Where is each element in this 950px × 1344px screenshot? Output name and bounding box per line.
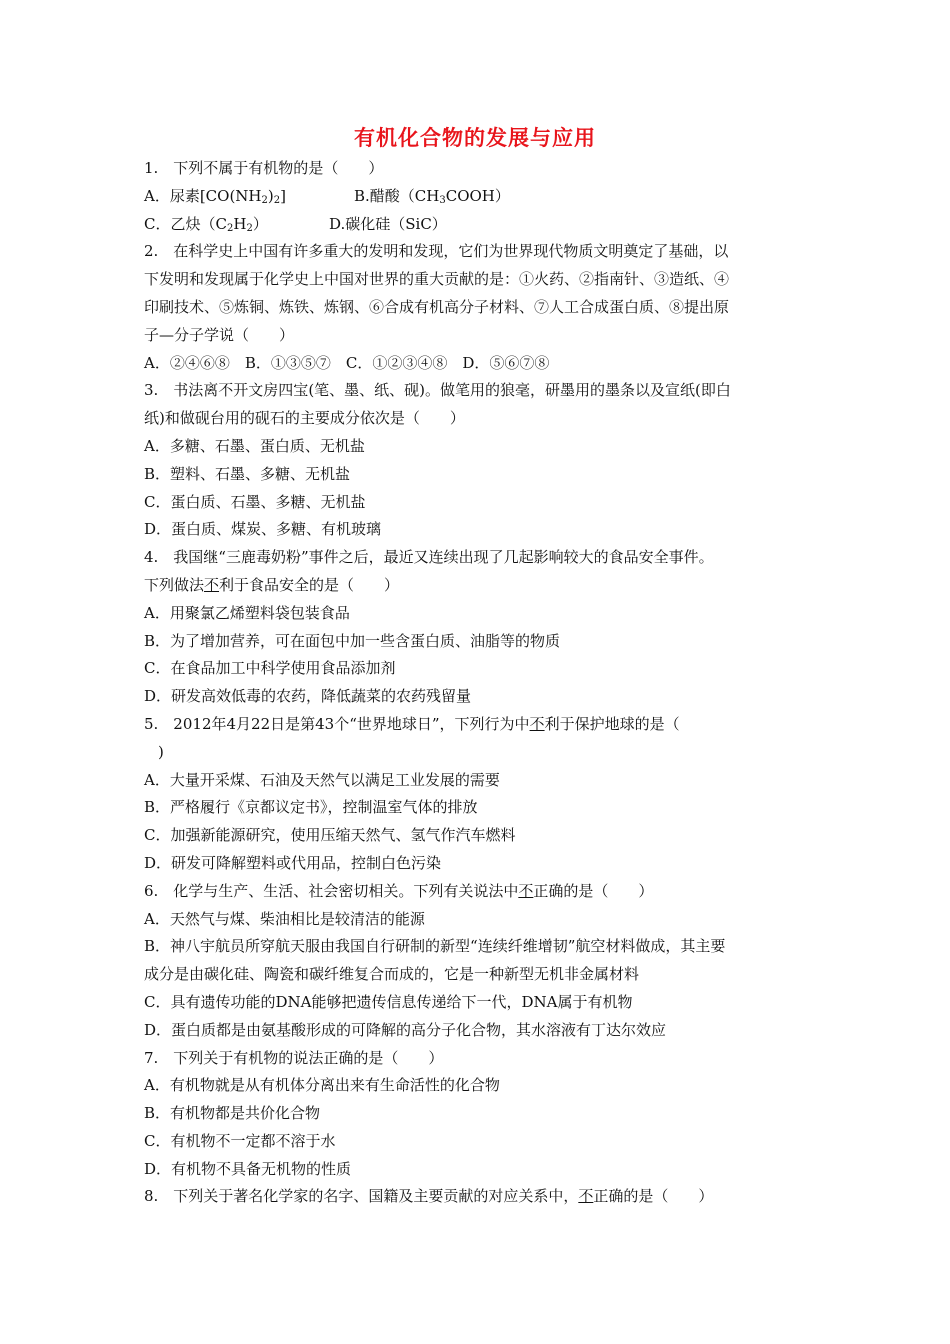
emphasis-underline: 不 xyxy=(518,881,534,900)
question-8-stem: 8. 下列关于著名化学家的名字、国籍及主要贡献的对应关系中，不正确的是（ ） xyxy=(144,1187,714,1206)
option-a: A．天然气与煤、柴油相比是较清洁的能源 xyxy=(144,909,425,928)
question-5-line-1: 5. 2012年4月22日是第43个“世界地球日”，下列行为中不利于保护地球的是（ xyxy=(144,714,680,733)
option-c: C．在食品加工中科学使用食品添加剂 xyxy=(144,659,396,678)
option-b-line-2: 成分是由碳化硅、陶瓷和碳纤维复合而成的，它是一种新型无机非金属材料 xyxy=(144,965,640,984)
page-title: 有机化合物的发展与应用 xyxy=(354,126,596,150)
option-c: C．乙炔$(C_2H_2)$ xyxy=(144,214,268,234)
question-7-stem: 7. 下列关于有机物的说法正确的是（ ） xyxy=(144,1048,444,1067)
option-b: B.醋酸$(CH_3COOH)$ xyxy=(354,186,510,206)
emphasis-underline: 不 xyxy=(578,1187,594,1206)
question-1-options-ab xyxy=(144,183,812,211)
option-b: B．为了增加营养，可在面包中加一些含蛋白质、油脂等的物质 xyxy=(144,631,561,650)
option-a: A．多糖、石墨、蛋白质、无机盐 xyxy=(144,436,365,455)
question-list xyxy=(144,155,812,1211)
question-4-line-2: 下列做法不利于食品安全的是（ ） xyxy=(144,575,400,594)
option-d: D．蛋白质都是由氨基酸形成的可降解的高分子化合物，其水溶液有丁达尔效应 xyxy=(144,1020,667,1039)
option-a: A．大量开采煤、石油及天然气以满足工业发展的需要 xyxy=(144,770,500,789)
option-b: B．有机物都是共价化合物 xyxy=(144,1104,321,1123)
question-3-line-1: 3. 书法离不开文房四宝(笔、墨、纸、砚)。做笔用的狼毫，研墨用的墨条以及宣纸(即白 xyxy=(144,381,731,400)
question-1-options-cd xyxy=(144,211,812,239)
option-c: C．有机物不一定都不溶于水 xyxy=(144,1131,336,1150)
question-3-line-2: 纸)和做砚台用的砚石的主要成分依次是（ ） xyxy=(144,409,465,428)
option-d: D．蛋白质、煤炭、多糖、有机玻璃 xyxy=(144,520,382,539)
option-c: C．蛋白质、石墨、多糖、无机盐 xyxy=(144,492,366,511)
option-d: D．研发可降解塑料或代用品，控制白色污染 xyxy=(144,853,442,872)
option-b-line-1: B．神八宇航员所穿航天服由我国自行研制的新型“连续纤维增韧”航空材料做成，其主要 xyxy=(144,937,726,956)
emphasis-underline: 不 xyxy=(529,714,545,733)
option-a: A．用聚氯乙烯塑料袋包装食品 xyxy=(144,603,350,622)
option-a: A．有机物就是从有机体分离出来有生命活性的化合物 xyxy=(144,1076,500,1095)
question-2-line-4: 子—分子学说（ ） xyxy=(144,325,295,344)
option-b: B．严格履行《京都议定书》，控制温室气体的排放 xyxy=(144,798,478,817)
question-6-line-1: 6. 化学与生产、生活、社会密切相关。下列有关说法中不正确的是（ ） xyxy=(144,881,654,900)
question-1-stem: 1. 下列不属于有机物的是（ ） xyxy=(144,159,384,177)
option-a: A．尿素$[CO(NH_2)_2]$ xyxy=(144,186,286,206)
option-c: C．具有遗传功能的DNA能够把遗传信息传递给下一代，DNA属于有机物 xyxy=(144,992,633,1011)
option-d: D．研发高效低毒的农药，降低蔬菜的农药残留量 xyxy=(144,687,472,706)
option-d: D.碳化硅（SiC） xyxy=(329,214,447,233)
question-2-options: A．②④⑥⑧ B．①③⑤⑦ C．①②③④⑧ D．⑤⑥⑦⑧ xyxy=(144,353,550,372)
option-d: D．有机物不具备无机物的性质 xyxy=(144,1159,352,1178)
emphasis-underline: 不 xyxy=(204,575,220,594)
option-c: C．加强新能源研究，使用压缩天然气、氢气作汽车燃料 xyxy=(144,826,516,845)
question-4-line-1: 4. 我国继“三鹿毒奶粉”事件之后，最近又连续出现了几起影响较大的食品安全事件。 xyxy=(144,548,714,567)
question-2-line-2: 下发明和发现属于化学史上中国对世界的重大贡献的是：①火药、②指南针、③造纸、④ xyxy=(144,270,730,289)
option-b: B．塑料、石墨、多糖、无机盐 xyxy=(144,464,351,483)
question-2-line-1: 2. 在科学史上中国有许多重大的发明和发现，它们为世界现代物质文明奠定了基础，以 xyxy=(144,242,729,261)
question-2-line-3: 印刷技术、⑤炼铜、炼铁、炼钢、⑥合成有机高分子材料、⑦人工合成蛋白质、⑧提出原 xyxy=(144,297,730,316)
question-5-line-2: ) xyxy=(158,742,164,761)
